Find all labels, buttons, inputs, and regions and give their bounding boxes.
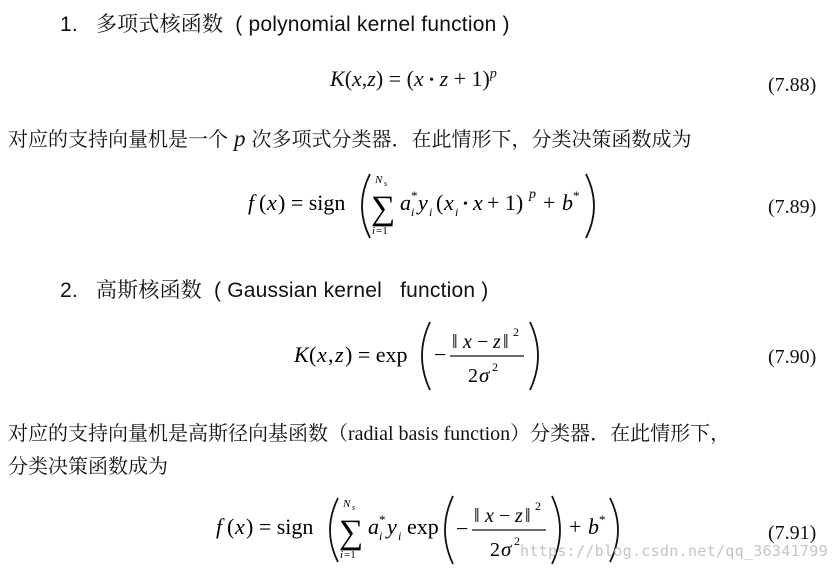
svg-text:+ 1): + 1) xyxy=(487,190,524,215)
svg-text:+: + xyxy=(543,190,556,215)
svg-text:f: f xyxy=(216,514,223,539)
svg-text:i: i xyxy=(411,205,415,219)
svg-text:(: ( xyxy=(259,190,267,215)
paragraph-gaussian-line-1: 对应的支持向量机是高斯径向基函数（radial basis function）分类器．在此情形下， xyxy=(8,423,731,445)
svg-text:x: x xyxy=(444,190,454,215)
equation-number-7-88: (7.88) xyxy=(768,74,817,96)
svg-text:b: b xyxy=(562,190,573,215)
svg-text:exp: exp xyxy=(407,514,439,539)
svg-text:−: − xyxy=(434,342,447,367)
svg-text:) = sign: ) = sign xyxy=(278,190,346,215)
svg-text:N: N xyxy=(375,174,383,186)
svg-text:−: − xyxy=(477,331,489,353)
svg-text:x: x xyxy=(235,514,245,539)
svg-text:) = exp: ) = exp xyxy=(345,342,408,367)
svg-text:a: a xyxy=(400,190,411,215)
svg-text:y: y xyxy=(418,190,428,215)
svg-text:‖: ‖ xyxy=(503,331,509,353)
section-2-heading xyxy=(60,274,488,304)
svg-text:+: + xyxy=(569,514,582,539)
watermark: https://blog.csdn.net/qq_36341799 xyxy=(520,542,828,560)
svg-text:2: 2 xyxy=(535,499,541,513)
svg-text:i: i xyxy=(455,205,459,219)
svg-text:(: ( xyxy=(227,514,235,539)
svg-text:‖: ‖ xyxy=(474,505,480,527)
svg-text:i: i xyxy=(379,529,383,543)
svg-text:z: z xyxy=(515,505,523,527)
svg-text:y: y xyxy=(387,514,397,539)
svg-text:∑: ∑ xyxy=(339,514,364,551)
svg-text:(: ( xyxy=(309,342,317,367)
svg-text:i: i xyxy=(429,205,433,219)
svg-text:,: , xyxy=(328,342,334,367)
section-1-number: 1. xyxy=(60,13,78,36)
svg-text:i: i xyxy=(372,225,376,237)
svg-text:2: 2 xyxy=(468,365,478,387)
svg-text:x: x xyxy=(485,505,494,527)
equation-7-89 xyxy=(240,166,620,246)
paragraph-polynomial xyxy=(8,123,692,152)
svg-text:σ: σ xyxy=(479,363,490,387)
svg-text:s: s xyxy=(384,179,388,188)
svg-text:2: 2 xyxy=(492,360,498,374)
svg-text:∑: ∑ xyxy=(371,190,396,227)
svg-text:2: 2 xyxy=(490,539,500,561)
svg-text:*: * xyxy=(411,188,418,203)
svg-text:*: * xyxy=(379,512,386,527)
svg-text:z: z xyxy=(335,342,344,367)
svg-text:*: * xyxy=(599,512,606,527)
equation-7-88: K(x,z) = (x • z + 1)$^p$ xyxy=(330,66,497,91)
section-1-title: 多项式核函数 xyxy=(95,13,224,36)
svg-text:=1: =1 xyxy=(344,549,356,561)
svg-text:K: K xyxy=(294,342,309,367)
paragraph-gaussian-line-2: 分类决策函数成为 xyxy=(8,456,168,478)
svg-text:a: a xyxy=(368,514,379,539)
svg-text:2: 2 xyxy=(513,325,519,339)
svg-text:) = sign: ) = sign xyxy=(246,514,314,539)
paragraph-polynomial-text-b: 次多项式分类器．在此情形下，分类决策函数成为 xyxy=(251,129,692,151)
svg-text:‖: ‖ xyxy=(525,505,531,527)
svg-text:b: b xyxy=(588,514,599,539)
paragraph-polynomial-var-p: p xyxy=(234,126,246,151)
svg-text:x: x xyxy=(463,331,472,353)
svg-text:i: i xyxy=(398,529,402,543)
svg-text:‖: ‖ xyxy=(452,331,458,353)
section-2-number: 2. xyxy=(60,279,78,302)
svg-text:x: x xyxy=(267,190,277,215)
equation-number-7-89: (7.89) xyxy=(768,196,817,218)
paragraph-polynomial-text-a: 对应的支持向量机是一个 xyxy=(8,129,228,151)
svg-text:x: x xyxy=(317,342,327,367)
svg-text:•: • xyxy=(463,197,468,212)
svg-text:i: i xyxy=(340,549,344,561)
svg-text:(: ( xyxy=(436,190,444,215)
section-1-subtitle: ( polynomial kernel function ) xyxy=(235,13,510,36)
svg-text:*: * xyxy=(573,188,580,203)
svg-text:z: z xyxy=(493,331,501,353)
equation-7-90 xyxy=(292,316,562,396)
section-2-subtitle: ( Gaussian kernel function ) xyxy=(214,279,489,302)
section-2-title: 高斯核函数 xyxy=(95,279,202,302)
svg-text:s: s xyxy=(352,503,356,512)
svg-text:N: N xyxy=(343,498,351,510)
section-1-heading xyxy=(60,8,510,38)
svg-text:−: − xyxy=(456,516,469,541)
equation-number-7-90: (7.90) xyxy=(768,346,817,368)
svg-text:x: x xyxy=(473,190,483,215)
svg-text:f: f xyxy=(248,190,255,215)
svg-text:−: − xyxy=(499,505,511,527)
svg-text:2: 2 xyxy=(514,534,520,548)
equation-number-7-91: (7.91) xyxy=(768,522,817,544)
svg-text:σ: σ xyxy=(501,537,512,561)
svg-text:p: p xyxy=(529,187,536,202)
svg-text:=1: =1 xyxy=(376,225,388,237)
